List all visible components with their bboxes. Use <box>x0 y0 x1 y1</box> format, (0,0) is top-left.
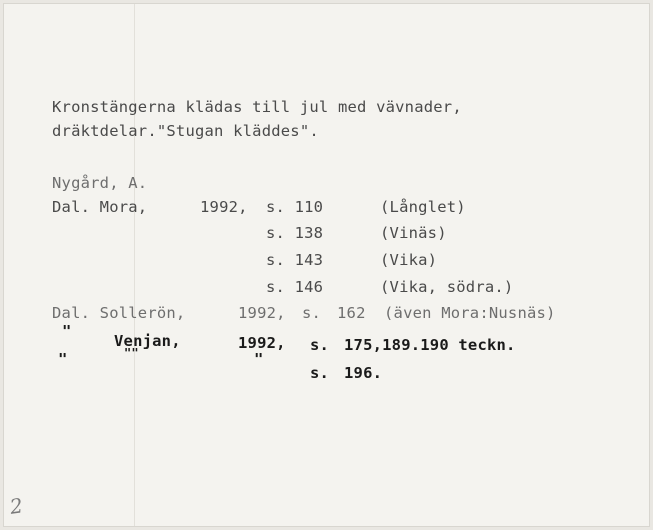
catalog-card <box>4 4 649 526</box>
ref-page-162: 162 <box>337 304 366 322</box>
subject-line-2: dräktdelar."Stugan kläddes". <box>52 122 319 140</box>
ref-note-vika-sodra: (Vika, södra.) <box>380 278 514 296</box>
ref-place-mora: Dal. Mora, <box>52 198 148 216</box>
ref-page-label-sollero: s. <box>302 304 322 322</box>
ref-place-venjan: Venjan, <box>114 332 181 350</box>
ditto-mark-venjan: " <box>62 322 72 340</box>
ref-page-143: s. 143 <box>266 251 324 269</box>
subject-line-1: Kronstängerna klädas till jul med vävnader, <box>52 98 462 116</box>
ref-page-146: s. 146 <box>266 278 324 296</box>
ref-page-138: s. 138 <box>266 224 324 242</box>
ref-page-196: 196. <box>344 364 383 382</box>
ref-note-vika: (Vika) <box>380 251 438 269</box>
ref-note-vinas: (Vinäs) <box>380 224 447 242</box>
ditto-mark-3: " <box>254 350 264 368</box>
ref-page-110: s. 110 <box>266 198 324 216</box>
ref-page-label-last: s. <box>310 364 330 382</box>
ref-place-sollero: Dal. Sollerön, <box>52 304 186 322</box>
author-name: Nygård, A. <box>52 174 148 192</box>
card-fold-line <box>134 4 135 526</box>
ref-note-nusnas: (även Mora:Nusnäs) <box>384 304 556 322</box>
ref-page-label-venjan: s. <box>310 336 330 354</box>
ref-year-venjan: 1992, <box>238 334 286 352</box>
handwritten-note: 2 <box>8 493 25 519</box>
ditto-mark-1: " <box>58 350 68 368</box>
ref-note-langlet: (Långlet) <box>380 198 466 216</box>
ref-pages-175-189-190: 175,189.190 teckn. <box>344 336 516 354</box>
ref-year-mora: 1992, <box>200 198 248 216</box>
ditto-mark-2: "" <box>124 346 139 360</box>
ref-year-sollero: 1992, <box>238 304 286 322</box>
